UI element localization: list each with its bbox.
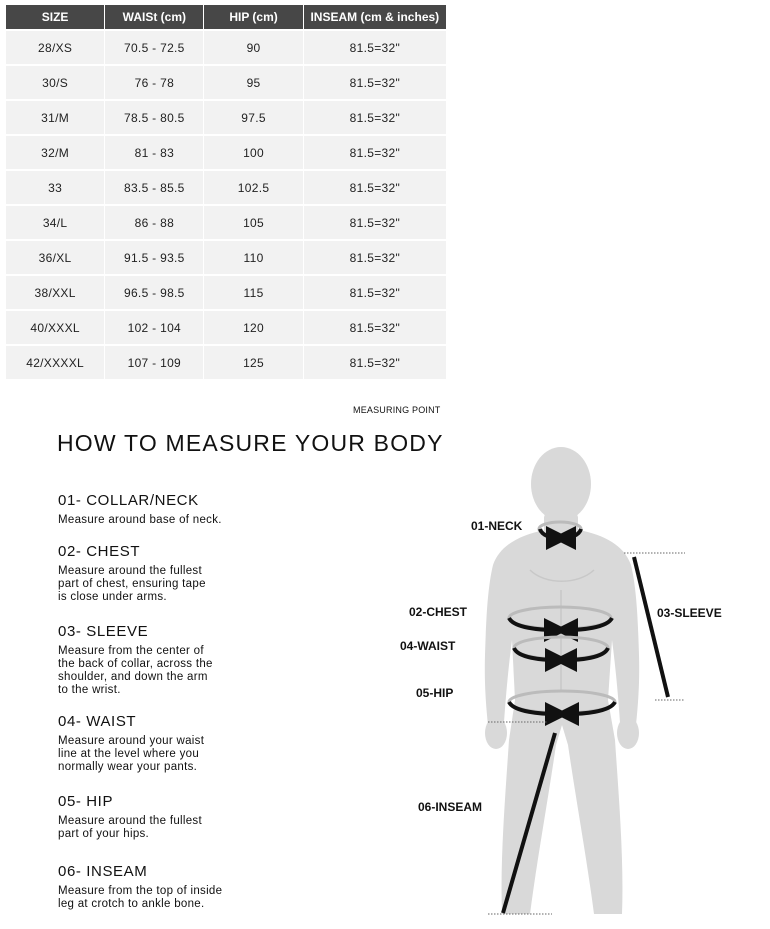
cell-hip: 95 xyxy=(204,66,302,101)
cell-inseam: 81.5=32" xyxy=(304,66,446,101)
cell-inseam: 81.5=32" xyxy=(304,171,446,206)
cell-size: 36/XL xyxy=(6,241,104,276)
cell-inseam: 81.5=32" xyxy=(304,311,446,346)
cell-waist: 70.5 - 72.5 xyxy=(105,31,203,66)
cell-waist: 83.5 - 85.5 xyxy=(105,171,203,206)
label-sleeve: 03-SLEEVE xyxy=(657,606,722,620)
header-row xyxy=(6,5,446,31)
size-chart-table xyxy=(5,5,447,381)
step-description: Measure around base of neck. xyxy=(58,514,222,526)
cell-waist: 107 - 109 xyxy=(105,346,203,381)
cell-waist: 76 - 78 xyxy=(105,66,203,101)
body-measurement-figure xyxy=(380,440,750,925)
cell-waist: 78.5 - 80.5 xyxy=(105,101,203,136)
table-row xyxy=(6,241,446,276)
step-description: Measure around the fullest part of chest, ensuring tape is close under arms. xyxy=(58,565,206,603)
step-description: Measure from the top of inside leg at crotch to ankle bone. xyxy=(58,885,223,910)
cell-waist: 102 - 104 xyxy=(105,311,203,346)
step-title: 06- INSEAM xyxy=(58,863,148,880)
table-row xyxy=(6,66,446,101)
cell-size: 40/XXXL xyxy=(6,311,104,346)
label-hip: 05-HIP xyxy=(416,686,454,700)
header-waist: WAISt (cm) xyxy=(105,5,203,31)
table-row xyxy=(6,276,446,311)
header-inseam: INSEAM (cm & inches) xyxy=(304,5,446,31)
table-row xyxy=(6,311,446,346)
cell-size: 31/M xyxy=(6,101,104,136)
cell-waist: 91.5 - 93.5 xyxy=(105,241,203,276)
step-description: Measure from the center of the back of collar, across the shoulder, and down the arm to the wrist. xyxy=(58,645,213,696)
step-title: 03- SLEEVE xyxy=(58,623,149,640)
step-description: Measure around your waist line at the level where you normally wear your pants. xyxy=(58,735,205,773)
step-title: 05- HIP xyxy=(58,793,114,810)
how-to-measure-title: HOW TO MEASURE YOUR BODY xyxy=(57,430,444,456)
cell-hip: 97.5 xyxy=(204,101,302,136)
label-inseam: 06-INSEAM xyxy=(418,800,483,814)
cell-waist: 86 - 88 xyxy=(105,206,203,241)
cell-hip: 105 xyxy=(204,206,302,241)
cell-size: 30/S xyxy=(6,66,104,101)
cell-hip: 90 xyxy=(204,31,302,66)
cell-waist: 96.5 - 98.5 xyxy=(105,276,203,311)
cell-size: 32/M xyxy=(6,136,104,171)
step-title: 01- COLLAR/NECK xyxy=(58,492,199,509)
body-silhouette xyxy=(485,447,639,914)
table-row xyxy=(6,136,446,171)
cell-size: 28/XS xyxy=(6,31,104,66)
cell-hip: 100 xyxy=(204,136,302,171)
cell-size: 42/XXXXL xyxy=(6,346,104,381)
cell-inseam: 81.5=32" xyxy=(304,241,446,276)
cell-inseam: 81.5=32" xyxy=(304,346,446,381)
cell-hip: 120 xyxy=(204,311,302,346)
right-hand-shape xyxy=(617,717,639,749)
measuring-point-label: MEASURING POINT xyxy=(353,405,441,415)
cell-hip: 102.5 xyxy=(204,171,302,206)
size-chart-header xyxy=(6,5,446,31)
label-neck: 01-NECK xyxy=(471,519,523,533)
label-chest: 02-CHEST xyxy=(409,605,468,619)
cell-waist: 81 - 83 xyxy=(105,136,203,171)
table-row xyxy=(6,101,446,136)
step-hip xyxy=(58,793,328,841)
cell-size: 38/XXL xyxy=(6,276,104,311)
cell-inseam: 81.5=32" xyxy=(304,276,446,311)
step-title: 04- WAIST xyxy=(58,713,137,730)
step-title: 02- CHEST xyxy=(58,543,141,560)
head-shape xyxy=(531,447,591,521)
label-waist: 04-WAIST xyxy=(400,639,456,653)
cell-inseam: 81.5=32" xyxy=(304,206,446,241)
cell-hip: 110 xyxy=(204,241,302,276)
table-row xyxy=(6,206,446,241)
cell-size: 33 xyxy=(6,171,104,206)
header-size: SIZE xyxy=(6,5,104,31)
table-row xyxy=(6,31,446,66)
step-inseam xyxy=(58,863,328,911)
step-chest xyxy=(58,543,328,604)
step-collar-neck xyxy=(58,492,328,527)
cell-inseam: 81.5=32" xyxy=(304,101,446,136)
size-chart-body xyxy=(6,31,446,381)
step-sleeve xyxy=(58,623,328,697)
cell-inseam: 81.5=32" xyxy=(304,136,446,171)
cell-hip: 125 xyxy=(204,346,302,381)
cell-hip: 115 xyxy=(204,276,302,311)
step-description: Measure around the fullest part of your hips. xyxy=(58,815,202,840)
table-row xyxy=(6,171,446,206)
cell-size: 34/L xyxy=(6,206,104,241)
cell-inseam: 81.5=32" xyxy=(304,31,446,66)
torso-and-limbs-shape xyxy=(485,530,639,914)
header-hip: HIP (cm) xyxy=(204,5,302,31)
table-row xyxy=(6,346,446,381)
step-waist xyxy=(58,713,328,774)
